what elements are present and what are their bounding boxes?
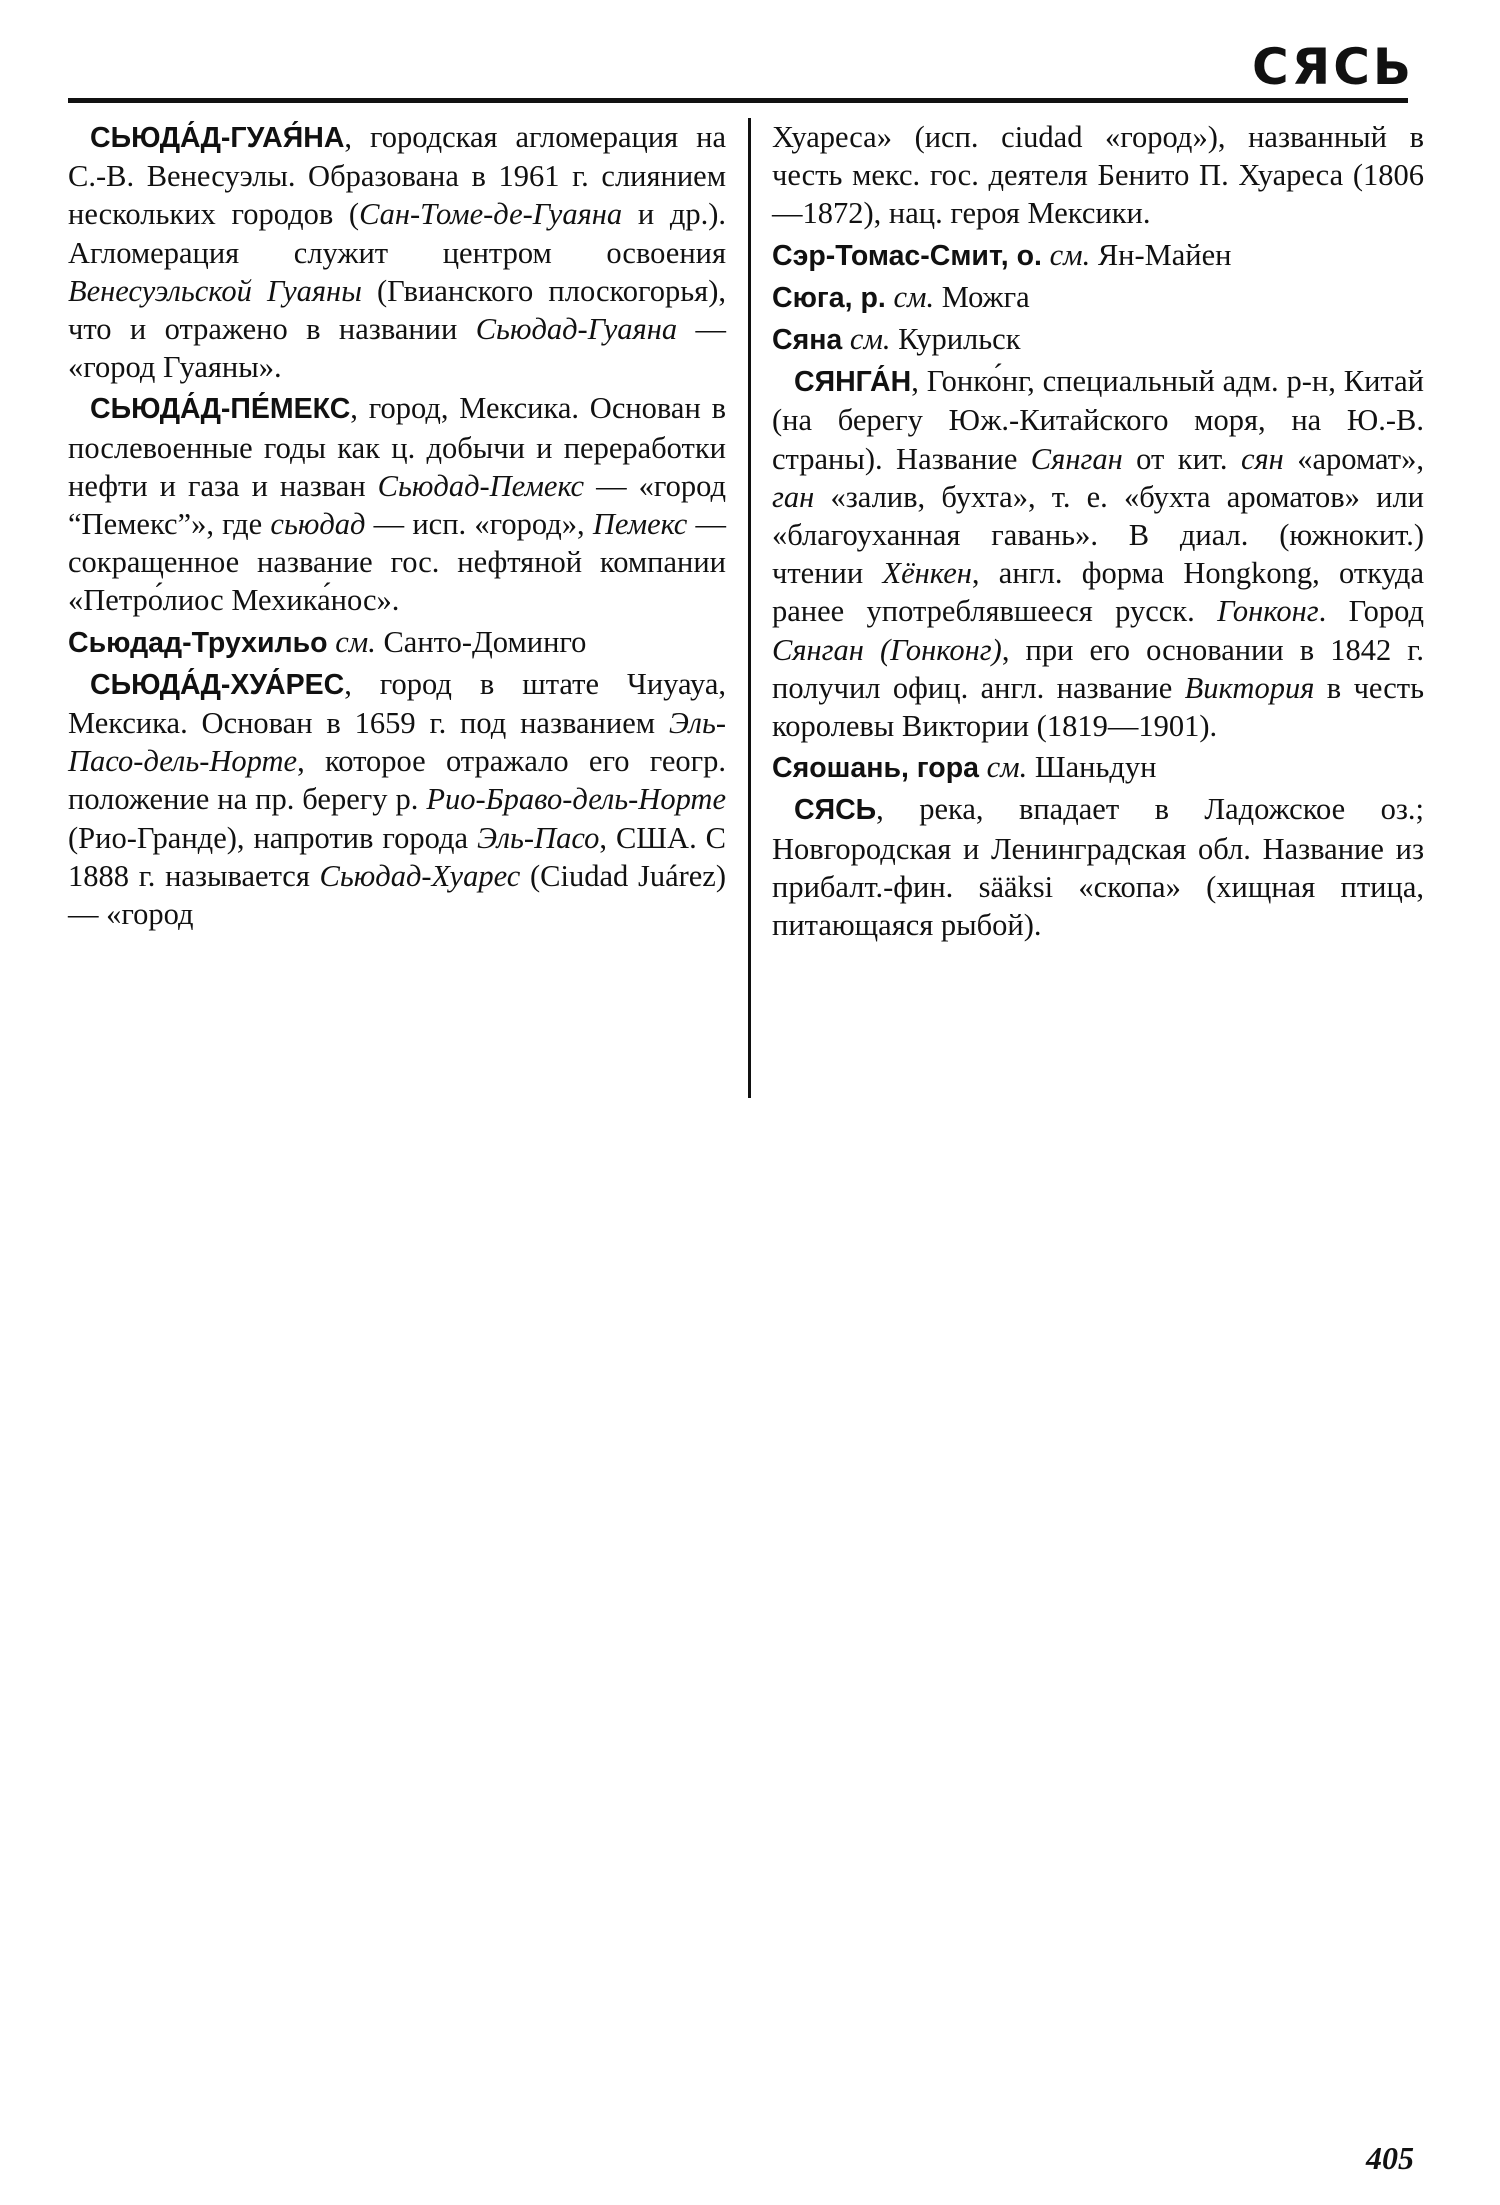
- entry-headword: Сэр-Томас-Смит, о.: [772, 239, 1042, 272]
- entry-headword: Сьюдад-Трухильо: [68, 626, 328, 659]
- cross-ref-xiaoshan: Сяошань, гора см. Шаньдун: [772, 750, 1157, 785]
- entry-ciudad-pemex: СЬЮДА́Д-ПЕ́МЕКС, город, Мексика. Основан в послевоенные годы как ц. добычи и переработки нефти и газа и назван Сьюдад-Пемекс — «город “Пемекс”», где сьюдад — исп. «город», Пемекс — сокращенное название гос. нефтяной компании «Петро́лиос Мехика́нос».: [68, 391, 727, 618]
- cross-ref-syuga: Сюга, р. см. Можга: [772, 279, 1030, 314]
- entry-headword: СЬЮДА́Д-ГУАЯ́НА: [90, 122, 345, 154]
- column-divider: [748, 118, 751, 1098]
- entry-xianggang: СЯНГА́Н, Гонко́нг, специальный адм. р-н, Китай (на берегу Юж.-Китайского моря, на Ю.-В. страны). Название Сянган от кит. сян «аромат», ган «залив, бухта», т. е. «бухта ароматов» или «благоуханная гавань». В диал. (южнокит.) чтении Хёнкен, англ. форма Hongkong, откуда ранее употреблявшееся русск. Гонконг. Город Сянган (Гонконг), при его основании в 1842 г. получил офиц. англ. название Виктория в честь королевы Виктории (1819—1901).: [772, 364, 1424, 744]
- running-head: СЯСЬ: [1252, 38, 1414, 96]
- left-column: [68, 118, 726, 936]
- entry-headword: Сяна: [772, 324, 843, 357]
- entry-ciudad-guayana: СЬЮДА́Д-ГУАЯ́НА, городская агломерация на С.-В. Венесуэлы. Образована в 1961 г. слиянием нескольких городов (Сан-Томе-де-Гуаяна и др.). Агломерация служит центром освоения Венесуэльской Гуаяны (Гвианского плоскогорья), что и отражено в названии Сьюдад-Гуаяна — «город Гуаяны».: [68, 120, 726, 385]
- entry-headword: СЬЮДА́Д-ПЕ́МЕКС: [90, 393, 351, 426]
- entry-continuation: Хуареса» (исп. ciudad «город»), названный в честь мекс. гос. деятеля Бенито П. Хуареса (1806—1872), нац. героя Мексики.: [772, 120, 1424, 231]
- entry-headword: Сяошань, гора: [772, 752, 979, 785]
- cross-ref-ciudad-trujillo: Сьюдад-Трухильо см. Санто-Доминго: [68, 624, 587, 659]
- entry-syas: СЯСЬ, река, впадает в Ладожское оз.; Новгородская и Ленинградская обл. Название из прибалт.-фин. sääksi «скопа» (хищная птица, питающаяся рыбой).: [772, 792, 1424, 943]
- right-column: [772, 118, 1424, 947]
- entry-headword: СЯСЬ: [794, 794, 877, 827]
- page-number: 405: [1366, 2140, 1414, 2176]
- cross-ref-sir-thomas-smith: Сэр-Томас-Смит, о. см. Ян-Майен: [772, 237, 1232, 272]
- entry-headword: СЬЮДА́Д-ХУА́РЕС: [90, 668, 345, 701]
- cross-ref-syana: Сяна см. Курильск: [772, 322, 1021, 357]
- entry-headword: Сюга, р.: [772, 281, 886, 314]
- header-rule: [68, 98, 1408, 103]
- entry-ciudad-juarez: СЬЮДА́Д-ХУА́РЕС, город в штате Чиуауа, Мексика. Основан в 1659 г. под названием Эль-Пасо-дель-Норте, которое отражало его геогр. положение на пр. берегу р. Рио-Браво-дель-Норте (Рио-Гранде), напротив города Эль-Пасо, США. С 1888 г. называется Сьюдад-Хуарес (Ciudad Juárez) — «город: [68, 666, 726, 932]
- entry-headword: СЯНГА́Н: [794, 366, 912, 399]
